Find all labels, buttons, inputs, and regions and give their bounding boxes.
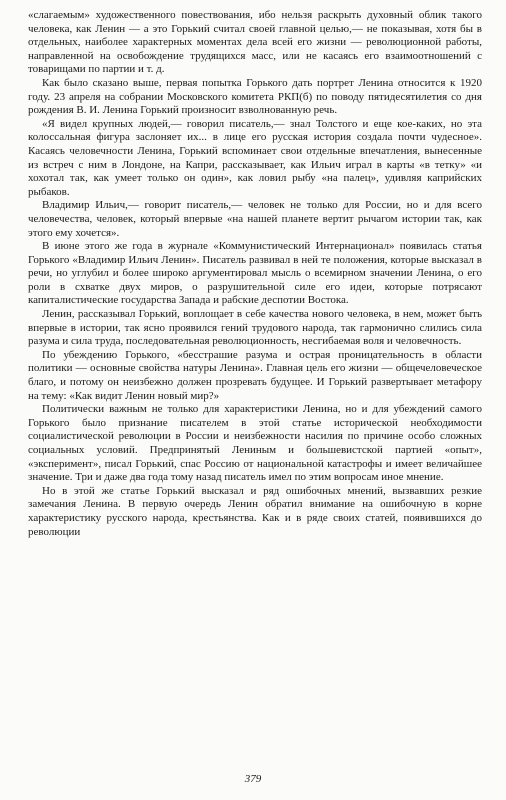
page-body [28,9,482,539]
paragraph-5: В июне этого же года в журнале «Коммунистический Интернационал» появилась статья Горького «Владимир Ильич Ленин». Писатель развивал в ней те положения, которые высказал в речи, но углубил и более широко аргументировал мысль о всемирном значении Ленина, о его роли в схватке двух миров, о разрушительной силе его идеи, которые потрясают капиталистические государства Запада и рабские деспотии Востока. [28,240,482,307]
page-number: 379 [244,773,262,785]
paragraph-6: Ленин, рассказывал Горький, воплощает в себе качества нового человека, в нем, может быть впервые в истории, так ясно проявился гений трудового народа, так гармонично слились сила разума и сила труда, последовательная революционность, несгибаемая воля и человечность. [28,308,482,348]
paragraph-2: Как было сказано выше, первая попытка Горького дать портрет Ленина относится к 1920 году. 23 апреля на собрании Московского комитета РКП(б) по поводу пятидесятилетия со дня рождения В. И. Ленина Горький произносит взволнованную речь. [28,76,482,117]
paragraph-7: По убеждению Горького, «бесстрашие разума и острая проницательность в области политики — основные свойства натуры Ленина». Главная цель его жизни — общечеловеческое благо, и потому он неизбежно должен прозревать будущее. И Горький развертывает метафору на тему: «Как видит Ленин новый мир?» [28,348,482,402]
paragraph-8: Политически важным не только для характеристики Ленина, но и для убеждений самого Горького было признание писателем в этой статье исторической необходимости социалистической революции в России и неизбежности насилия по причине особо сложных социальных условий. Предпринятый Лениным и большевистской партией «опыт», «эксперимент», писал Горький, спас Россию от национальной катастрофы и имеет величайшее значение. Три и даже два года тому назад писатель имел по этим вопросам иное мнение. [28,403,482,484]
paragraph-4: Владимир Ильич,— говорит писатель,— человек не только для России, но и для всего человечества, человек, который впервые «на нашей планете вертит рычагом истории так, как этого ему хочется». [28,199,482,239]
paragraph-3: «Я видел крупных людей,— говорил писатель,— знал Толстого и еще кое-каких, но эта колоссальная фигура заслоняет их... в лице его русская история создала почти чудесное». Касаясь человечности Ленина, Горький вспоминает свои отдельные впечатления, вынесенные из встреч с ним в Лондоне, на Капри, рассказывает, как Ильич играл в карты «в тетку» «и хохотал так, как умеет только он один», как ловил рыбу «на палец», удивляя каприйских рыбаков. [28,117,482,198]
paragraph-9: Но в этой же статье Горький высказал и ряд ошибочных мнений, вызвавших резкие замечания Ленина. В первую очередь Ленин обратил внимание на ошибочную в корне характеристику русского народа, крестьянства. Как и в ряде своих статей, появившихся до революции [28,484,482,538]
paragraph-1: «слагаемым» художественного повествования, ибо нельзя раскрыть духовный облик такого человека, как Ленин — а это Горький считал своей главной целью,— не показывая, хотя бы в отдельных, наиболее характерных моментах дела всей его жизни — революционной работы, направленной на освобождение трудящихся масс, или не касаясь его взаимоотношений с товарищами по партии и т. д. [28,9,482,76]
